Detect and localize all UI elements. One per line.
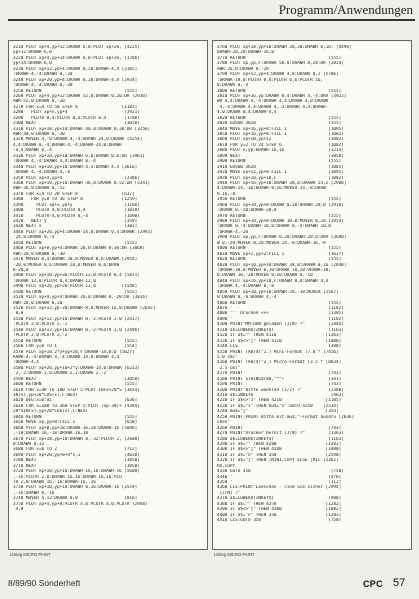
code-line: 3540 PLOT xp+12,yp+16:DRAWR 0,-2:PLOTR 2,0 [2496] <box>13 327 140 333</box>
code-line: 4030 PLOT xp+10,yp+10:DRAWR 30,0:DRAWR 0,16 [2648] <box>217 262 347 268</box>
code-line: 3570 PLOT xp+18,2*y+yp+20,F:DRAWR-14,0:D [5827] <box>13 349 135 355</box>
listing-lines-right <box>217 45 409 524</box>
code-line: 3740 MOVER 4,12:DRAWR 8,0 [816] <box>13 496 138 502</box>
code-line: R-16,-8 <box>217 191 236 197</box>
code-line: 3910 GOSUB 3820 [1005] <box>217 164 344 170</box>
code-line: 3250 RETURN [555] <box>13 88 138 94</box>
code-line: 3950 RETURN [555] <box>217 197 342 203</box>
code-line: 3750 PLOT xp+4,yp+8:PLOTR 4,0:PLOTR 4,0:PLOTR [2948] <box>13 501 148 507</box>
code-line: 3600 RETURN [555] <box>13 382 138 388</box>
code-line: W 0,-20:MOVER 0,20:MOVER 24,-8:DRAWR-16,-8 <box>217 240 326 246</box>
code-line: 3320 MOVER 4,-8:DRAWR 4,-4:DRAWR 24,0:DRAWR [4254] <box>13 137 143 143</box>
code-line: :DRAWR 0,-4:DRAWR-10,0:DRAWR 0,-4:DRAWR 10,0 <box>217 224 331 230</box>
code-line: 4:DRAWR-24,-16:DRAWR-8,16:MOVER 24,-8:DRAW <box>217 186 326 192</box>
code-line: 3560 FOR y=0 TO 1 [554] <box>13 344 138 350</box>
code-line: 3420 NEXT y [359] <box>13 219 138 224</box>
code-line: 3590 NEXT [3050] <box>13 376 140 382</box>
code-line: DRAWR-20,20:DRAWR-16,0 <box>217 50 274 56</box>
code-line: WR 4,4:DRAWR 4,-4:DRAWR 4,4:DRAWR 4,0:DRAWR <box>217 99 329 105</box>
code-line: 4050 PLOT xp+10,yp+10:DRAWR-20,-10:MOVER [2567] <box>217 289 339 295</box>
code-line: 4110 a$=LOWER$(INKEY$) [1163] <box>217 327 344 333</box>
code-line: 4,0:DRAWR 0,4:DRAWR-4,4 <box>217 110 277 116</box>
code-line: AWR-52,0:DRAWR 0,-20 <box>13 99 65 105</box>
code-line: 4250 PRINT:PRINT Bitte mit mu$;"-Format ausdru [2836] <box>217 414 355 420</box>
code-line: 3760 PLOT xp+18,yp+18:DRAWR 20,20:DRAWR 0,16: [4498] <box>217 45 352 50</box>
code-line: 3510 PLOT xp+4,yp+4:DRAWR 20,0:DRAWR 0,-20:DR [3016] <box>13 295 148 301</box>
code-line: 4020 RETURN [555] <box>217 257 342 263</box>
code-line: 4140 CLS [388] <box>217 344 342 350</box>
code-line: 4270 PRINT"Drucker bereit (J/N) ?" [1363] <box>217 431 344 437</box>
magazine-brand: CPC <box>363 579 383 589</box>
code-line: 4330 GOTO 350 [750] <box>217 469 344 475</box>
code-line: :PLOTR 2,0:PLOTR 2,-2 <box>13 322 68 328</box>
code-line: 4340 ' [470] <box>217 474 342 480</box>
code-line: 3710 NEXT [3050] <box>13 463 140 469</box>
code-line: 3980 PLOT xp+10,yp+8:DRAWR 10,0:MOVER 0,20 [2954] <box>217 219 344 224</box>
code-line: 4260 PRINT [743] <box>217 425 342 431</box>
code-line: 3290 PLOTR 0,4:PLOTR 0,4:PLOTR 0,4 [1708] <box>13 115 140 121</box>
code-line: 4130 IF a$<>"j" THEN 4110 [1880] <box>217 338 342 344</box>
code-line: 3350 PLOT xp+4,yp+4 [2386] <box>13 175 140 181</box>
code-line: :DRAWR 4,-4:DRAWR 4,4:DRAWR 0,-4 <box>13 159 96 165</box>
code-line: 3930 PLOT xp+10,yp+18,F [1082] <box>217 175 344 181</box>
code-line: ,-16:DRAWR 0,-16 <box>13 490 55 496</box>
code-line: 3900 RETURN [555] <box>217 159 342 165</box>
code-line: 4230 IF a$="1" THEN mu$="n":GOTO 4250 [2534] <box>217 403 339 409</box>
code-line: 20*SIN(x),yp+20*COS(x),F:NEXT <box>13 409 89 415</box>
code-line: 4180 PRINT STRING$(80,"*") [341] <box>217 376 342 382</box>
listing-caption-left: Listing MICRO PAINT <box>10 552 51 557</box>
code-line: 3730 PLOT xp+10,yp+10:DRAWR 0,16:DRAWR-16 [3559] <box>13 485 138 491</box>
code-line: 3890 NEXT [3050] <box>217 153 344 159</box>
code-line: 4,4:DRAWR 0,-4:DRAWR-4,-4:DRAWR-24,0:DRAWR <box>13 142 122 148</box>
issue-label: 8/89/90 Sonderheft <box>8 578 81 588</box>
code-line: 3610 FOR x=40 TO 180 STEP 5:PLOT 10+x+20*S [3654] <box>13 387 140 393</box>
code-line: TR 2,0:DRAWR 16,-16:DRAWR-16,-16 <box>13 480 96 485</box>
code-line: 0:DRAWR 0,-8:DRAWR 4,-4 <box>217 295 277 301</box>
code-line: :DRAWR-18,0:PLOTR 0,4:PLOTR 6,6:PLOTR 16, <box>217 77 324 83</box>
code-line: 8,0 <box>13 311 24 317</box>
code-line: 3810 PLOT xp+16,yp:DRAWR 8,4:DRAWR 4,-4:DRA [3922] <box>217 93 347 99</box>
code-line: 3210 PLOT xp+4,yp+12:DRAWR 6,0:PLOT xp+26, [4225] <box>13 45 140 50</box>
code-line: 24,0:DRAWR 0,-4 <box>13 235 55 241</box>
listing-caption-right: Listing MICRO PAINT <box>214 552 255 557</box>
code-line: 4,0 <box>13 507 24 513</box>
code-line: 3490 PLOT xp+26,yp+26:PLOTR 12,0 [1548] <box>13 284 138 290</box>
code-line: 4400 IF a$="n" THEN 350 [1283] <box>217 512 342 518</box>
code-line: 4080 ''' Drucken <<< [1305] <box>217 311 344 317</box>
code-line: 3770 RETURN [555] <box>217 55 342 61</box>
code-line: 3720 PLOT xp+10,yp+10:DRAWR-16,16:DRAWR-16 [5608] <box>13 469 140 475</box>
code-line: 3640 RETURN [555] <box>13 414 138 420</box>
code-line: AWR-36,0:DRAWR 0,-52 <box>13 186 65 192</box>
code-line: yp+14:DRAWR-6,0 <box>13 61 52 67</box>
code-line: 3780 PLOT xp,yp,F:DRAWR 50,0:DRAWR 0,28:DR [2824] <box>217 61 344 67</box>
code-line: 3410 PLOTR-4,0:PLOTR 0,-4 [1690] <box>13 213 140 219</box>
code-line: 4160 PRINT TAB(4)"2.) Micro-Format (3.5 * [8034] <box>217 360 342 366</box>
code-line: 3920 MOVE xp+12,yp+8:FILL 1 [1095] <box>217 170 344 176</box>
code-line: 3340 PLOT xp+10,yp+10:DRAWR-4,4:DRAWR 4,4 [3616] <box>13 164 138 170</box>
code-line: 3480 PLOT xp+10,yp+36:PLOTR-12,0:PLOTR 0,4 [5871] <box>13 273 140 279</box>
code-line: 3430 NEXT x [382] <box>13 224 138 230</box>
code-line: 3830 GOSUB 3820 [555] <box>217 121 342 127</box>
code-line: 3520 PLOT xp+12,yp-20:DRAWR-8,0:MOVER 16,0:DRAWR [2692] <box>13 306 156 311</box>
code-line: 3270 FOR x=4 TO 50 STEP 8 [1182] <box>13 104 138 110</box>
code-line: 3650 MOVE xp,yp+8:FILL 1 [658] <box>13 420 138 426</box>
code-line: -4,4:DRAWR 0,-4 <box>13 148 52 154</box>
code-line: 4220 IF a$<>"1" THEN 4210 [1185] <box>217 398 342 404</box>
code-line: AWR-20,0:DRAWR 0,20 <box>13 300 63 306</box>
code-line: ,-16:PLOTR 2,0:DRAWR 16,16:DRAWR 16,16:PLO <box>13 474 122 480</box>
code-line: 3360 PLOT xp+10,yp+10:DRAWR 36,0:DRAWR 0,52:DR [3341] <box>13 180 151 186</box>
code-line: 4170 PRINT [743] <box>217 371 342 377</box>
code-line: :PLOTR 2,0:PLOTR 2,-2 <box>13 333 68 339</box>
listing-lines-left <box>13 45 205 513</box>
code-line: 4040 PLOT xp+16,yp+10,F:DRAWR 0,8:DRAWR 4,4 <box>217 278 329 284</box>
code-line: 3230 PLOT xp+12,yp+4:DRAWR 0,20:DRAWR-4,4 [3185] <box>13 66 138 72</box>
code-line: 3530 PLOT xp+12,yp+10:DRAWR 0,-2:PLOTR 2,0 [2417] <box>13 316 140 322</box>
code-line: 3990 PLOT xp,yp,F:DRAWR 0,20:DRAWR 20,0:DRA [3690] <box>217 235 347 241</box>
running-head: Programm/Anwendungen <box>278 2 413 17</box>
code-line: 3460 PLOT xp+8,yp+4:DRAWR 20,0:DRAWR 0,30:DR [3060] <box>13 246 145 252</box>
code-line: 2,-2:DRAWR 2,0:DRAWR 2,2:DRAWR 2,-2 <box>13 371 107 377</box>
code-line: 0:DRAWR 0,-4 <box>217 83 249 89</box>
code-line: RO,COPY <box>217 463 236 469</box>
code-line: 4120 IF a$="" THEN 4110 [1363] <box>217 333 342 339</box>
code-line: 3940 PLOT xp+16,yp+10:DRAWR 28,0:DRAWR 24,2 [2988] <box>217 180 347 186</box>
code-line: :DRAWR 4,-4:DRAWR 0,-8 <box>217 284 274 290</box>
code-line: 4060 RETURN [555] <box>217 300 342 306</box>
code-line: 3330 PLOT xp+10,yp+10:DRAWR 6,0:DRAWR 0,6:DR [3961] <box>13 153 145 159</box>
code-line: 3370 FOR x=4 TO 28 STEP 8 [637] <box>13 191 135 197</box>
code-line: 0:DRAWR 0,32 <box>13 441 45 447</box>
code-line: 3690 PLOT xp+20,yp+8+4*x,1 [4038] <box>13 452 140 458</box>
code-line: 3310 PLOT xp+10,yp+10:DRAWR 40,0:DRAWR 0,30:DR [3256] <box>13 126 151 132</box>
code-line: 3400 PLOTR 4,0:PLOTR 0,4 [1828] <box>13 208 140 214</box>
code-line: AWR-20,0:DRAWR 0,-30 <box>13 251 65 257</box>
code-line: 3550 RETURN [555] <box>13 338 138 344</box>
code-line: 0:DRAWR 10,-20:MOVER 0,10:DRAWR 0,-10 <box>217 273 313 279</box>
code-line: 3300 NEXT [3050] <box>13 121 140 127</box>
code-line: 4,-4:DRAWR 4,4:DRAWR 4,-4:DRAWR 4,4:DRAWR- <box>217 104 329 110</box>
code-line: 4090 ' [1182] <box>217 316 344 322</box>
code-line: 2.5 cm)" <box>217 365 241 371</box>
code-line: 5.0 cm)" <box>217 354 238 360</box>
code-line: yp+12:DRAWR-6,0 <box>13 50 52 56</box>
listing-column-left <box>8 40 208 550</box>
code-line: 3380 FOR y=8 TO 36 STEP 8 [1259] <box>13 197 138 203</box>
code-line: 3220 PLOT xp+4,yp+14:DRAWR 6,0:PLOT xp+26, [3786] <box>13 55 140 61</box>
code-line: 4200 PRINT"Bitte waehlen (1/2) ?" [2388] <box>217 387 344 393</box>
code-line: 3450 RETURN [555] <box>13 240 138 246</box>
code-line: 3790 PLOT xp+12,yp+4:DRAWR 4,0:DRAWR 0,2 [5786] <box>217 72 339 78</box>
code-line: IN(x),yp+20*COS(x),F:NEXT <box>13 393 78 398</box>
code-line: :DRAWR-4,-4:DRAWR 0,-20 <box>13 83 73 89</box>
code-line: :DRAWR-4,-4:DRAWR 0,-20 <box>13 72 73 78</box>
code-line: :DRAWR-4,4 <box>13 360 39 366</box>
header-rule <box>8 19 415 21</box>
code-line: 4210 a$=INKEY$ [463] <box>217 393 344 398</box>
code-line: 3630 FOR x=180 TO 360 STEP 5:PLOT (xp-30)+ [4394] <box>13 403 140 409</box>
code-line: 4010 MOVE xp+2,yp+2:FILL 1 [1627] <box>217 251 344 257</box>
code-line: 4360 CLS:PRINT"Loeschen - sind Sie sicher [2994] <box>217 485 342 491</box>
code-line: 4290 IF a$="" THEN 4280 [1282] <box>217 441 342 447</box>
code-line: 3870 FOR y=2 TO 24 STEP 6 [1002] <box>217 142 344 148</box>
code-line: 3860 PLOT xp+10,yp+12 [1082] <box>217 137 344 143</box>
code-line: 3390 PLOT xp+x,yp+y [1766] <box>13 202 140 208</box>
code-line: AWR-26,0:DRAWR 0,-28 <box>217 66 269 72</box>
code-line: 3500 RETURN [555] <box>13 289 138 295</box>
code-line: 4320 IF a$="j" THEN |MINI,COPY ELSE |MIC [2362] <box>217 458 339 464</box>
code-line: 3240 PLOT xp+20,yp+4:DRAWR 0,20:DRAWR-4,4 [2934] <box>13 77 138 83</box>
code-line: 3470 MOVER 0,4:DRAWR 20,0:MOVER 0,6:DRAWR [2954] <box>13 257 138 263</box>
code-line: 3880 PLOT x,yp:DRAWR-16,16 [1214] <box>217 148 344 154</box>
code-line: 3440 PLOT xp+20,yp+4:DRAWR-24,0:DRAWR 0,4:DRAWR [2995] <box>13 229 153 235</box>
code-line: 4410 CLS:GOTO 350 [750] <box>217 518 342 524</box>
code-line: 3820 RETURN [555] <box>217 115 342 121</box>
code-line: AWR-40,0:DRAWR 0,-30 <box>13 132 65 137</box>
code-line: (J/N) ?" <box>217 490 241 496</box>
code-line: 4100 PRINT"MM-DOW geladen (J/N) ?" [2444] <box>217 322 344 328</box>
code-line: 3580 PLOT xp+20,yp+10+2*y:DRAWR-14,0:DRAWR [6213] <box>13 365 140 371</box>
code-line: :DRAWR 12,0:PLOTR 0,4:DRAWR-12,0 <box>13 278 96 284</box>
code-line: :DRAWR-4,-20 <box>217 229 249 235</box>
code-line: 3700 NEXT [3050] <box>13 458 140 464</box>
code-line: 4300 IF a$<>"j" THEN 4280 [1880] <box>217 447 342 453</box>
code-line: 4390 IF a$<>"j" THEN 4380 [1882] <box>217 507 342 513</box>
code-line: 3660 PLOT xp+8,yp+18:DRAWR-16,18:DRAWR-16 [5898] <box>13 425 138 431</box>
code-line: 4280 a$=LOWER$(INKEY$) [1163] <box>217 436 344 442</box>
code-line: 3840 MOVE xp+16,yp+8:FILL 1 [1095] <box>217 126 344 132</box>
code-line: -20,0:MOVER 0,6:DRAWR 20,0:MOVER 0,6:DRAW <box>13 262 120 268</box>
code-line: 3260 PLOT xp+4,yp+12:DRAWR 52,0:DRAWR 0,20:DR [2930] <box>13 93 148 99</box>
listing-column-right <box>212 40 412 550</box>
code-line: :DRAWR-30,0:MOVER 0,10:DRAWR 10,20:DRAWR-30, <box>217 267 331 273</box>
code-line: 3680 FOR x=0 TO 2 [712] <box>13 447 138 453</box>
code-line: 3960 PLOT xp+18,yp+8:DRAWR 0,20:DRAWR 20,0 [2918] <box>217 202 344 208</box>
page-number: 57 <box>393 577 406 589</box>
code-line: 3800 RETURN [555] <box>217 88 342 94</box>
code-line: 3280 PLOT xp+x,yp+4 [3921] <box>13 110 140 116</box>
code-line: RAWR-4,-4:DRAWR 4,-4:DRAWR 14,0:DRAWR 4,4 <box>13 354 120 360</box>
code-line: 4370 a$=LOWER$(INKEY$) [980] <box>217 496 342 502</box>
code-line: 3970 RETURN [555] <box>217 213 342 219</box>
code-line: 4150 PRINT TAB(4)"1.) Mini-Format (7.0 * [7456] <box>217 349 339 355</box>
code-line: 4000 RETURN [555] <box>217 246 342 252</box>
code-line: cken" <box>217 420 230 426</box>
code-line: 3620 DEG:x=0:d1 [636] <box>13 398 138 404</box>
code-line: ,-18:DRAWR 16,-18:DRAWR 16,18 <box>13 431 89 437</box>
code-line: R-20,0 <box>13 267 29 273</box>
code-line: 4070 ' [1182] <box>217 306 344 311</box>
code-line: 4380 IF a$="" THEN 4370 [1282] <box>217 501 342 507</box>
code-line: :DRAWR 0,-20:DRAWR-20,0 <box>217 208 277 214</box>
code-line: 3850 PLOT xp+16,yp+8:FILL 1 [1082] <box>217 132 344 137</box>
code-line: 4350 ' [112] <box>217 480 342 485</box>
code-line: 4310 IF a$="n" THEN 350 [2598] <box>217 452 342 458</box>
code-line: 3670 PLOT xp+18,yp+18:DRAWR 0,-32:PLOTR 2, [2608] <box>13 436 140 442</box>
code-line: 4240 mu$="j" [354] <box>217 409 339 415</box>
code-line: :DRAWR 4,-4:DRAWR-4,-4 <box>13 170 70 176</box>
code-line: 4190 PRINT [743] <box>217 382 342 388</box>
